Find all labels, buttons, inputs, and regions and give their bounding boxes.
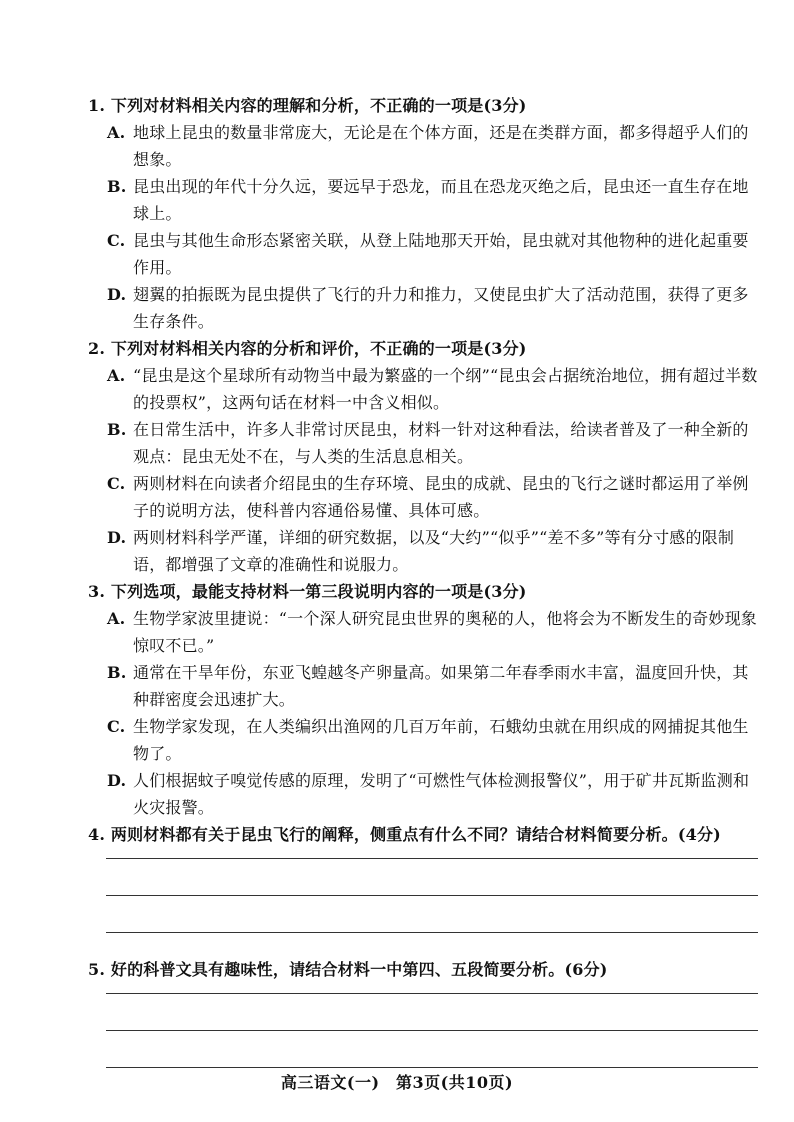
- option-b[interactable]: [88, 416, 758, 470]
- question-stem: 2. 下列对材料相关内容的分析和评价，不正确的一项是(3分): [88, 339, 527, 358]
- option-letter: B.: [107, 663, 127, 682]
- question-4: [88, 821, 758, 934]
- option-letter: C.: [107, 717, 126, 736]
- option-b[interactable]: [88, 173, 758, 227]
- option-text: 翅翼的拍振既为昆虫提供了飞行的升力和推力，又使昆虫扩大了活动范围，获得了更多生存条件。: [133, 285, 749, 331]
- answer-line: [106, 1030, 758, 1032]
- question-stem: 1. 下列对材料相关内容的理解和分析，不正确的一项是(3分): [88, 96, 527, 115]
- option-d[interactable]: [88, 524, 758, 578]
- option-letter: D.: [107, 528, 127, 547]
- question-2: [88, 335, 758, 578]
- option-text: 人们根据蚊子嗅觉传感的原理，发明了“可燃性气体检测报警仪”，用于矿井瓦斯监测和火灾报警。: [133, 771, 750, 817]
- option-letter: A.: [107, 123, 126, 142]
- question-stem: 4. 两则材料都有关于昆虫飞行的阐释，侧重点有什么不同？请结合材料简要分析。(4分): [88, 825, 721, 844]
- option-text: “昆虫是这个星球所有动物当中最为繁盛的一个纲”“昆虫会占据统治地位，拥有超过半数的投票权”，这两句话在材料一中含义相似。: [133, 366, 758, 412]
- answer-line: [106, 993, 758, 995]
- option-a[interactable]: [88, 362, 758, 416]
- question-stem: 5. 好的科普文具有趣味性，请结合材料一中第四、五段简要分析。(6分): [88, 960, 608, 979]
- option-a[interactable]: [88, 119, 758, 173]
- option-text: 生物学家波里捷说：“一个深人研究昆虫世界的奥秘的人，他将会为不断发生的奇妙现象惊叹不已。”: [133, 609, 757, 655]
- answer-line: [106, 858, 758, 860]
- option-d[interactable]: [88, 281, 758, 335]
- option-text: 通常在干旱年份，东亚飞蝗越冬产卵量高。如果第二年春季雨水丰富，温度回升快，其种群密度会迅速扩大。: [133, 663, 749, 709]
- answer-line: [106, 1067, 758, 1069]
- answer-area[interactable]: [88, 983, 758, 1069]
- option-d[interactable]: [88, 767, 758, 821]
- option-text: 两则材料科学严谨，详细的研究数据，以及“大约”“似乎”“差不多”等有分寸感的限制语，都增强了文章的准确性和说服力。: [133, 528, 735, 574]
- option-letter: C.: [107, 231, 126, 250]
- option-a[interactable]: [88, 605, 758, 659]
- option-letter: B.: [107, 420, 127, 439]
- option-text: 在日常生活中，许多人非常讨厌昆虫，材料一针对这种看法，给读者普及了一种全新的观点：昆虫无处不在，与人类的生活息息相关。: [133, 420, 749, 466]
- option-c[interactable]: [88, 713, 758, 767]
- option-c[interactable]: [88, 470, 758, 524]
- question-area: [88, 92, 758, 1069]
- option-text: 昆虫出现的年代十分久远，要远早于恐龙，而且在恐龙灭绝之后，昆虫还一直生存在地球上。: [133, 177, 749, 223]
- question-stem: 3. 下列选项，最能支持材料一第三段说明内容的一项是(3分): [88, 582, 527, 601]
- question-5: [88, 956, 758, 1069]
- option-letter: A.: [107, 609, 126, 628]
- option-letter: D.: [107, 771, 127, 790]
- answer-line: [106, 932, 758, 934]
- option-letter: A.: [107, 366, 126, 385]
- option-letter: C.: [107, 474, 126, 493]
- option-text: 两则材料在向读者介绍昆虫的生存环境、昆虫的成就、昆虫的飞行之谜时都运用了举例子的说明方法，使科普内容通俗易懂、具体可感。: [133, 474, 749, 520]
- question-1: [88, 92, 758, 335]
- question-3: [88, 578, 758, 821]
- option-text: 地球上昆虫的数量非常庞大，无论是在个体方面，还是在类群方面，都多得超乎人们的想象。: [133, 123, 749, 169]
- page-footer: 高三语文(一) 第3页(共10页): [280, 1073, 514, 1092]
- option-b[interactable]: [88, 659, 758, 713]
- answer-line: [106, 895, 758, 897]
- option-c[interactable]: [88, 227, 758, 281]
- option-text: 昆虫与其他生命形态紧密关联，从登上陆地那天开始，昆虫就对其他物种的进化起重要作用。: [133, 231, 749, 277]
- option-letter: B.: [107, 177, 127, 196]
- answer-area[interactable]: [88, 848, 758, 934]
- option-letter: D.: [107, 285, 127, 304]
- option-text: 生物学家发现，在人类编织出渔网的几百万年前，石蛾幼虫就在用织成的网捕捉其他生物了。: [133, 717, 749, 763]
